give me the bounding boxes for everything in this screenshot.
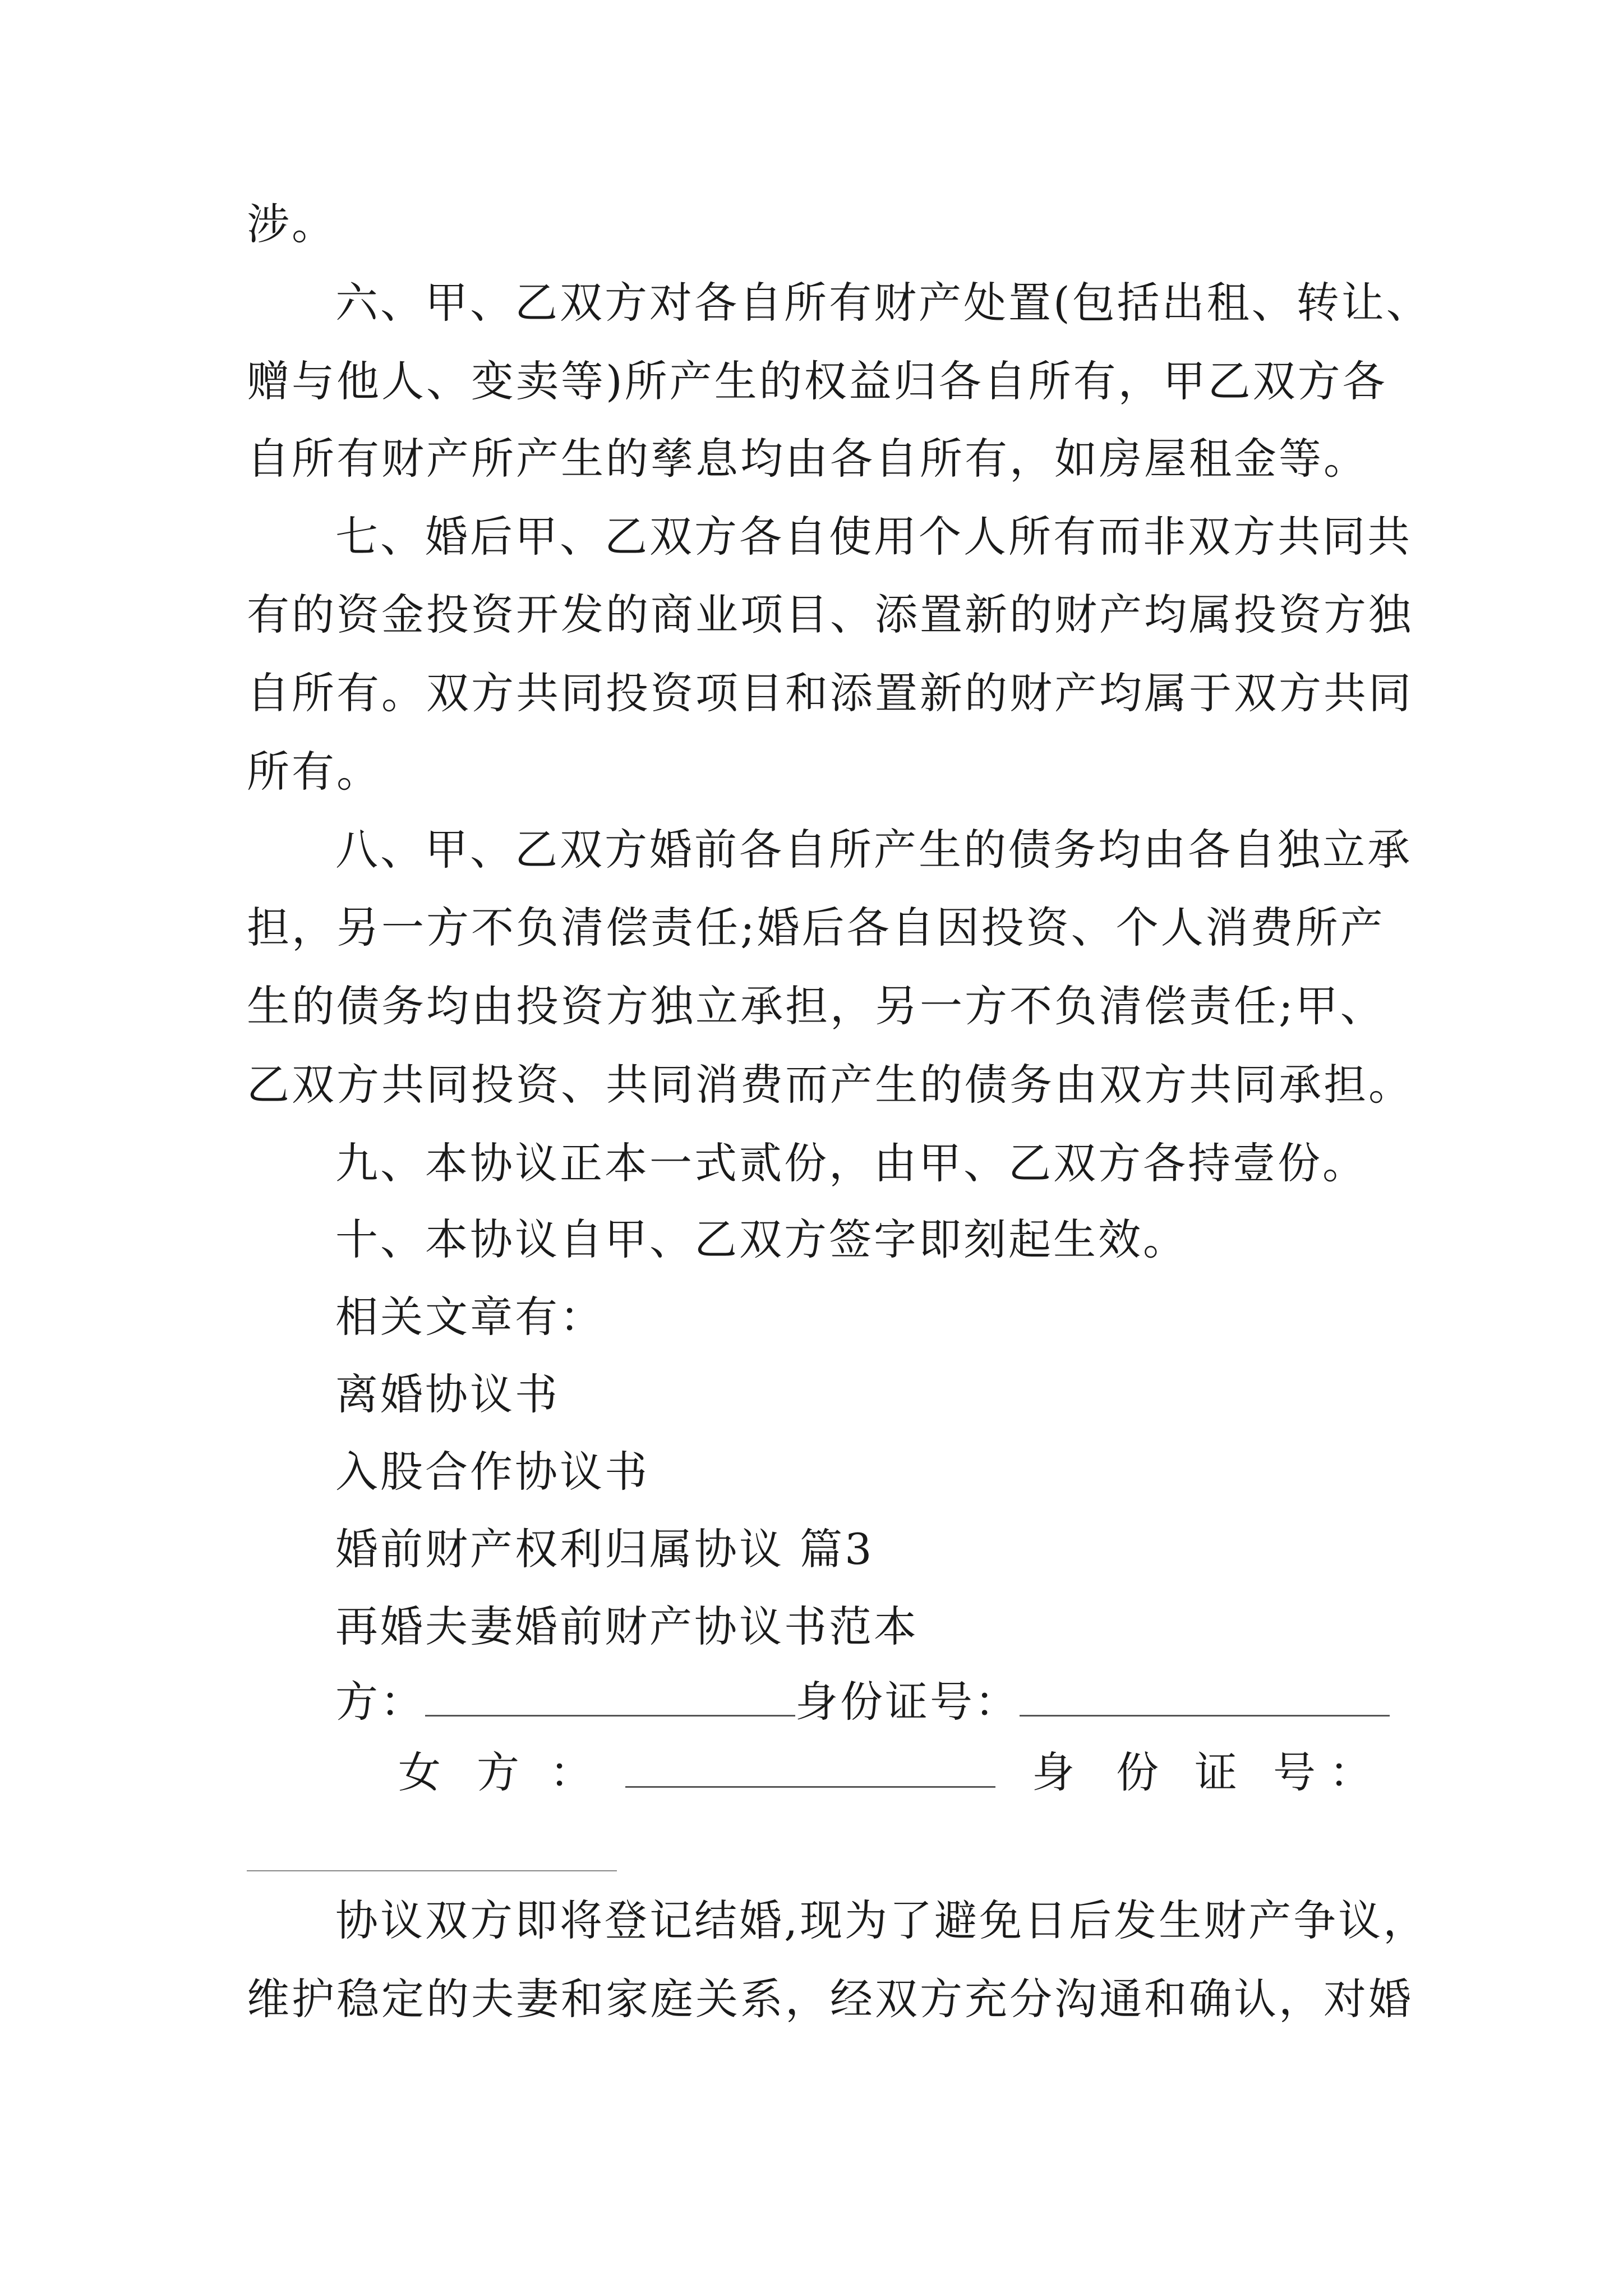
paragraph-line: 涉。 xyxy=(247,199,336,249)
clause-seven-line: 有的资金投资开发的商业项目、添置新的财产均属投资方独 xyxy=(247,590,1413,639)
clause-ten: 十、本协议自甲、乙双方签字即刻起生效。 xyxy=(335,1214,1188,1264)
clause-six-line: 六、甲、乙双方对各自所有财产处置(包括出租、转让、 xyxy=(335,278,1431,328)
party-name-blank xyxy=(425,1681,795,1717)
female-label: 女 xyxy=(398,1747,441,1797)
clause-seven-line: 七、婚后甲、乙双方各自使用个人所有而非双方共同共 xyxy=(335,512,1412,562)
female-party-form-row xyxy=(398,1745,1374,1801)
clause-seven-line: 所有。 xyxy=(247,747,381,797)
id-label-char: 证 xyxy=(1195,1747,1237,1797)
party-id-form-row xyxy=(335,1674,1390,1730)
clause-eight-line: 担，另一方不负清偿责任;婚后各自因投资、个人消费所产 xyxy=(247,903,1385,953)
party-label: 方： xyxy=(335,1677,425,1727)
clause-seven-line: 自所有。双方共同投资项目和添置新的财产均属于双方共同 xyxy=(247,668,1413,718)
id-label-char: 身 xyxy=(1032,1747,1075,1797)
female-label: 方 xyxy=(477,1747,519,1797)
clause-six-line: 自所有财产所产生的孳息均由各自所有，如房屋租金等。 xyxy=(247,434,1368,484)
related-article-link[interactable]: 离婚协议书 xyxy=(335,1369,560,1419)
clause-six-line: 赠与他人、变卖等)所产生的权益归各自所有，甲乙双方各 xyxy=(247,356,1387,406)
female-label-colon: ： xyxy=(550,1747,592,1797)
clause-eight-line: 生的债务均由投资方独立承担，另一方不负清偿责任;甲、 xyxy=(247,981,1385,1031)
clause-nine: 九、本协议正本一式贰份，由甲、乙双方各持壹份。 xyxy=(335,1138,1367,1188)
clause-eight-line: 八、甲、乙双方婚前各自所产生的债务均由各自独立承 xyxy=(335,825,1412,875)
section-heading: 婚前财产权利归属协议 篇3 xyxy=(335,1524,874,1574)
section-divider xyxy=(247,1870,617,1871)
document-title: 再婚夫妻婚前财产协议书范本 xyxy=(335,1602,919,1651)
clause-eight-line: 乙双方共同投资、共同消费而产生的债务由双方共同承担。 xyxy=(247,1060,1413,1110)
id-label-char: 份 xyxy=(1116,1747,1159,1797)
female-name-blank xyxy=(625,1745,995,1788)
agreement-intro-line: 维护稳定的夫妻和家庭关系，经双方充分沟通和确认，对婚 xyxy=(247,1974,1413,2024)
id-label-char: 号 xyxy=(1273,1747,1316,1797)
id-number-label: 身份证号： xyxy=(795,1677,1020,1727)
id-label-colon: ： xyxy=(1329,1747,1372,1797)
id-number-blank xyxy=(1020,1681,1390,1717)
related-articles-heading: 相关文章有： xyxy=(335,1292,605,1342)
agreement-intro-line: 协议双方即将登记结婚,现为了避免日后发生财产争议， xyxy=(335,1895,1428,1945)
related-article-link[interactable]: 入股合作协议书 xyxy=(335,1447,649,1497)
